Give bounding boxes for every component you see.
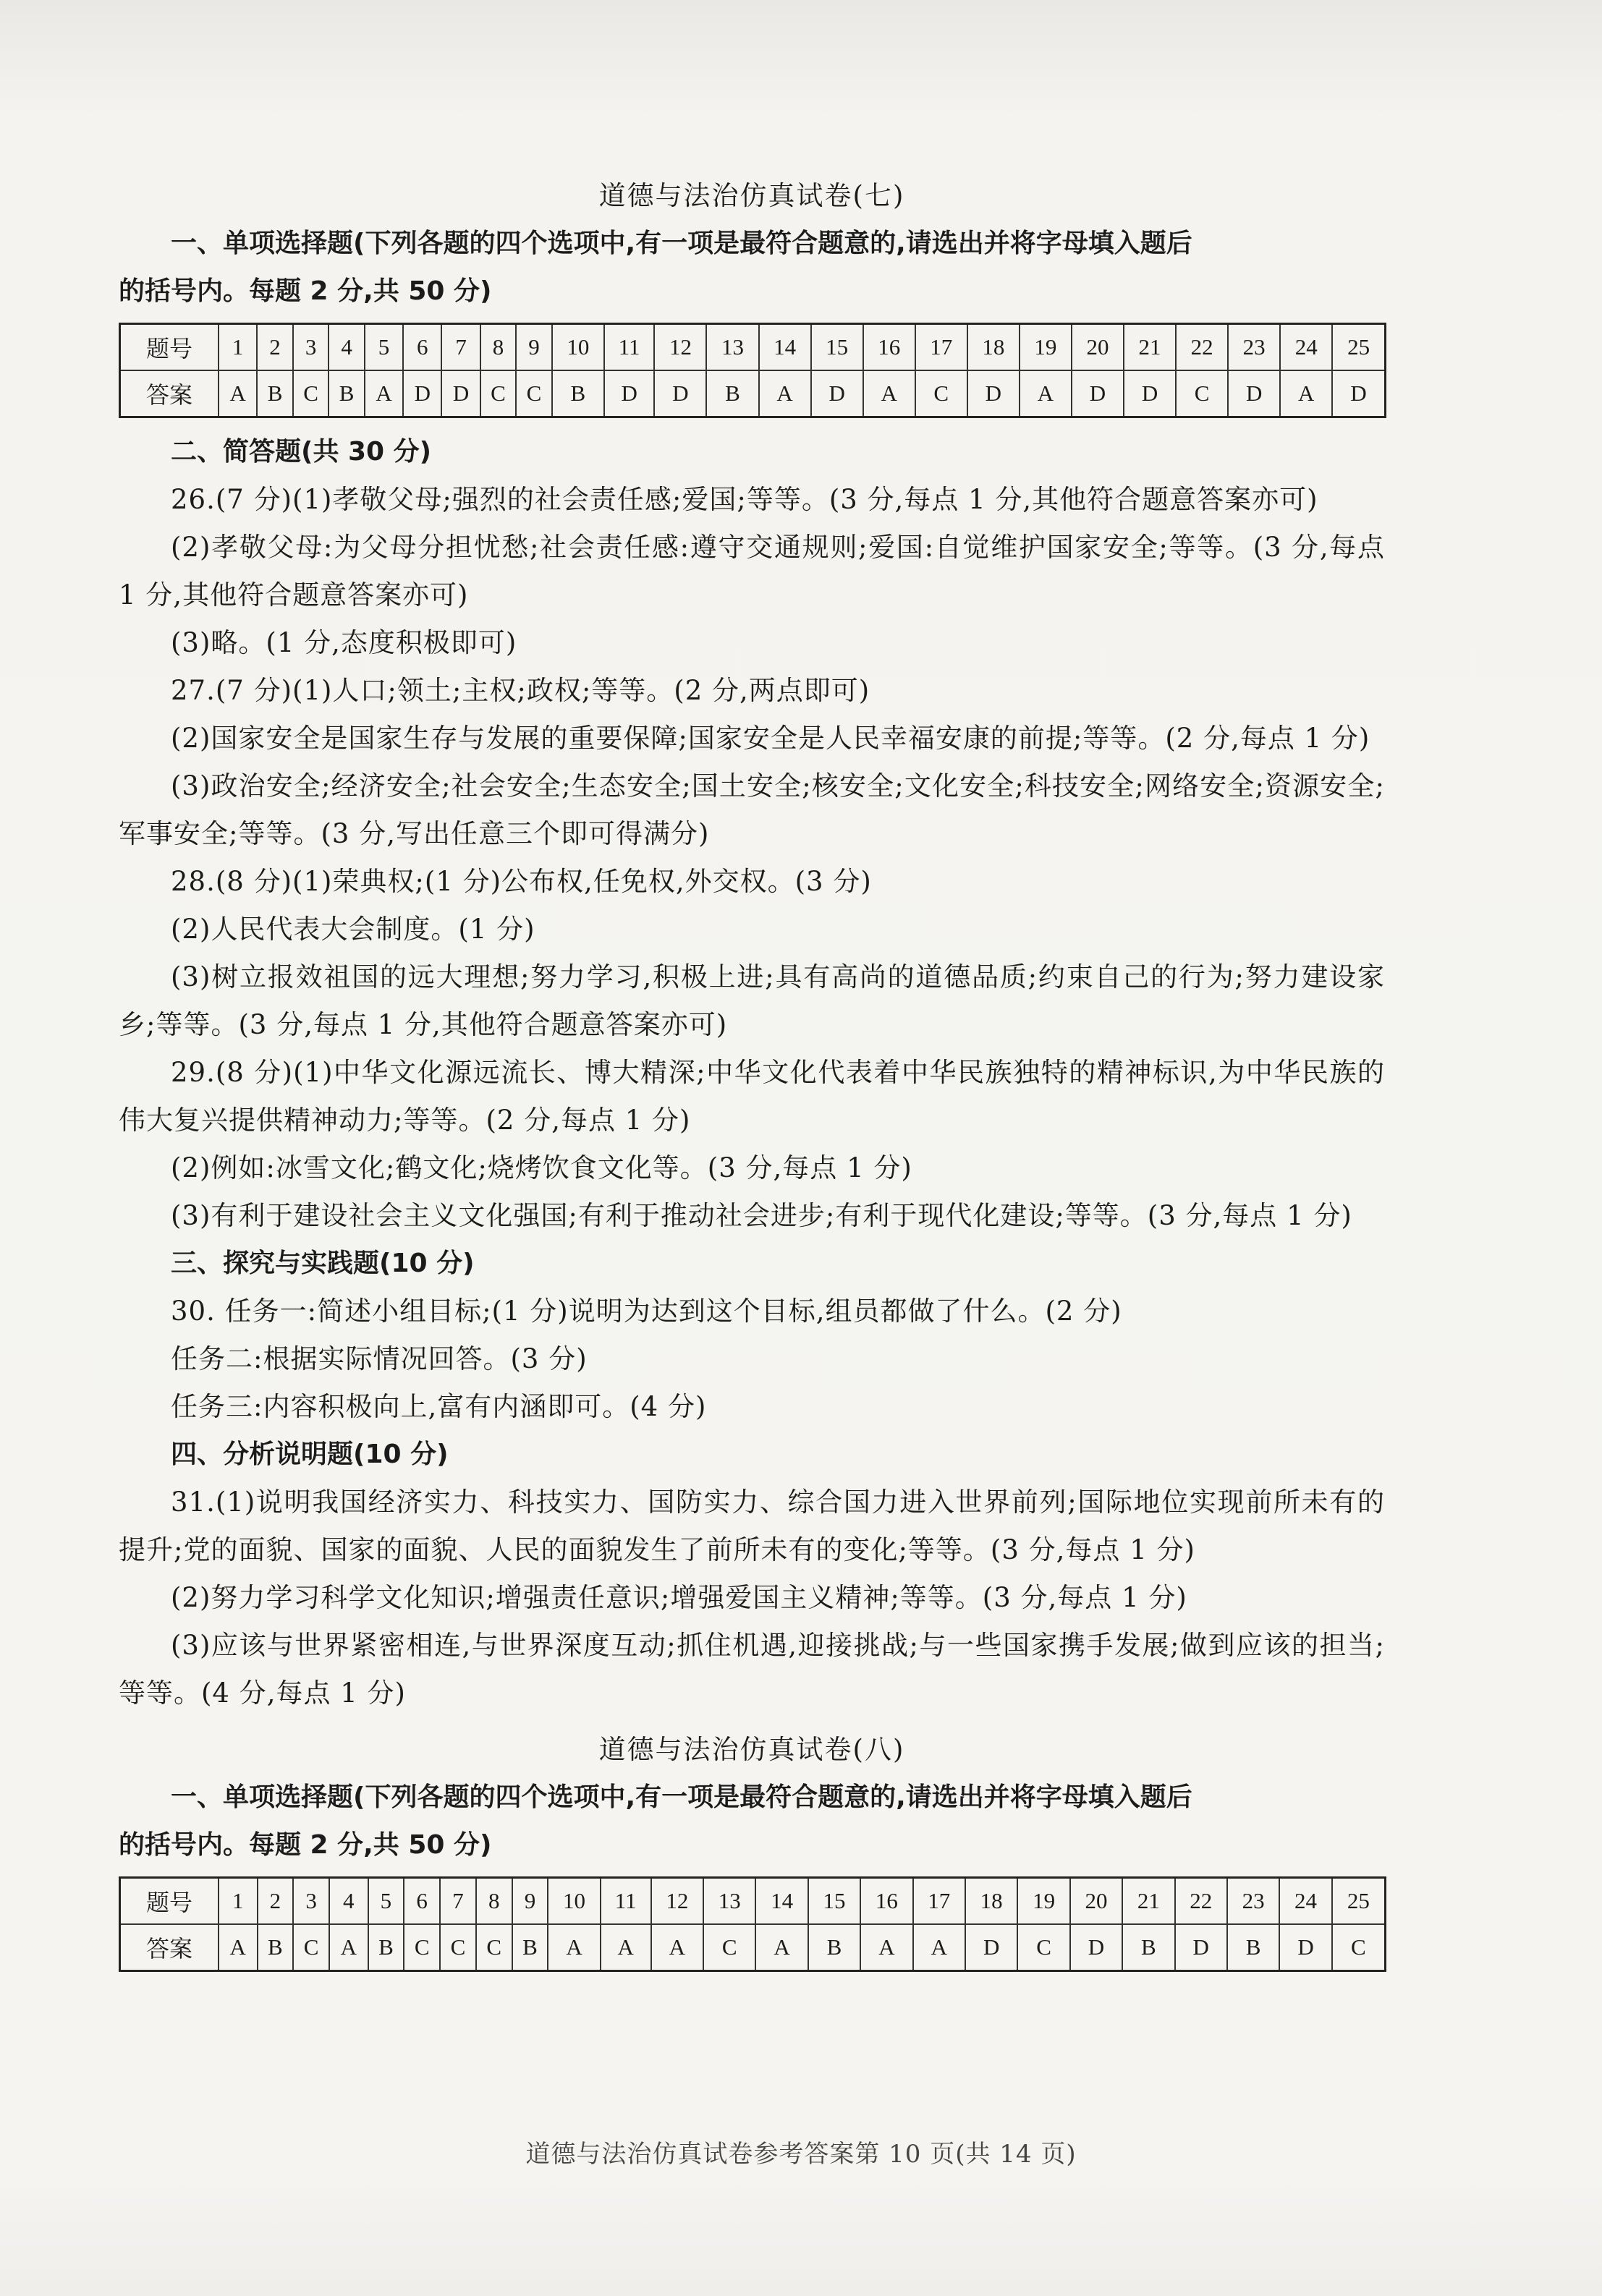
q-number: 7 [441, 324, 480, 371]
answer-cell: C [480, 370, 517, 417]
q-number: 6 [403, 324, 441, 371]
exam7-title: 道德与法治仿真试卷(七) [598, 180, 905, 211]
q27-answer-1: 27.(7 分)(1)人口;领土;主权;政权;等等。(2 分,两点即可) [171, 675, 870, 706]
answer-cell: C [293, 370, 329, 417]
exam7-part1-heading-cont: 的括号内。每题 2 分,共 50 分) [119, 276, 492, 306]
q-number: 21 [1122, 1878, 1174, 1925]
page-footer: 道德与法治仿真试卷参考答案第 10 页(共 14 页) [525, 2140, 1077, 2169]
exam8-answer-table [119, 1876, 1386, 1972]
answer-cell: B [368, 1924, 404, 1971]
answer-cell: A [219, 1924, 258, 1971]
q26-answer-2: (2)孝敬父母:为父母分担忧愁;社会责任感:遵守交通规则;爱国:自觉维护国家安全;等等。(3 分,每点 1 分,其他符合题意答案亦可) [119, 532, 1385, 611]
q-number: 17 [915, 324, 967, 371]
q-number: 8 [480, 324, 517, 371]
exam7-part4-heading: 四、分析说明题(10 分) [171, 1440, 449, 1469]
q-number: 15 [811, 324, 863, 371]
q29-answer-2: (2)例如:冰雪文化;鹤文化;烧烤饮食文化等。(3 分,每点 1 分) [171, 1152, 912, 1183]
q27-answer-2: (2)国家安全是国家生存与发展的重要保障;国家安全是人民幸福安康的前提;等等。(2 分,每点 1 分) [171, 723, 1370, 754]
answer-cell: D [604, 370, 655, 417]
q-number: 9 [516, 324, 552, 371]
q31-answer-2: (2)努力学习科学文化知识;增强责任意识;增强爱国主义精神;等等。(3 分,每点 1 分) [171, 1582, 1187, 1613]
q-number: 5 [368, 1878, 404, 1925]
q-number: 14 [755, 1878, 808, 1925]
q-number: 2 [257, 324, 293, 371]
q-number: 4 [329, 1878, 368, 1925]
answer-cell: A [365, 370, 403, 417]
row-label: 答案 [120, 370, 219, 417]
q-number: 15 [808, 1878, 860, 1925]
exam8-part1-heading-cont: 的括号内。每题 2 分,共 50 分) [119, 1830, 492, 1860]
answer-cell: D [967, 370, 1020, 417]
q-number: 11 [604, 324, 655, 371]
q30-answer-1: 30. 任务一:简述小组目标;(1 分)说明为达到这个目标,组员都做了什么。(2 分) [171, 1296, 1122, 1327]
row-label: 答案 [120, 1924, 219, 1971]
q-number: 20 [1070, 1878, 1122, 1925]
table-row [120, 1924, 1386, 1971]
page-content [119, 163, 1385, 1982]
q-number: 10 [548, 1878, 600, 1925]
answer-cell: B [512, 1924, 548, 1971]
q-number: 1 [219, 1878, 258, 1925]
q30-answer-2: 任务二:根据实际情况回答。(3 分) [171, 1343, 588, 1374]
q-number: 5 [365, 324, 403, 371]
q29-answer-3: (3)有利于建设社会主义文化强国;有利于推动社会进步;有利于现代化建设;等等。(3 分,每点 1 分) [171, 1200, 1352, 1231]
q28-answer-2: (2)人民代表大会制度。(1 分) [171, 914, 535, 945]
q-number: 18 [967, 324, 1020, 371]
answer-cell: A [1280, 370, 1332, 417]
answer-cell: C [1017, 1924, 1069, 1971]
answer-cell: A [863, 370, 915, 417]
answer-cell: C [476, 1924, 512, 1971]
answer-cell: A [219, 370, 257, 417]
answer-cell: D [811, 370, 863, 417]
answer-cell: D [1070, 1924, 1122, 1971]
q-number: 6 [404, 1878, 440, 1925]
answer-cell: B [1122, 1924, 1174, 1971]
q-number: 13 [706, 324, 758, 371]
answer-cell: D [965, 1924, 1017, 1971]
answer-cell: A [860, 1924, 912, 1971]
q-number: 19 [1017, 1878, 1069, 1925]
answer-cell: A [548, 1924, 600, 1971]
q-number: 2 [258, 1878, 294, 1925]
q-number: 13 [703, 1878, 755, 1925]
exam7-answer-table [119, 323, 1386, 418]
table-row [120, 324, 1386, 371]
q26-answer-1: 26.(7 分)(1)孝敬父母;强烈的社会责任感;爱国;等等。(3 分,每点 1 分,其他符合题意答案亦可) [171, 484, 1318, 515]
q28-answer-1: 28.(8 分)(1)荣典权;(1 分)公布权,任免权,外交权。(3 分) [171, 866, 872, 897]
q-number: 23 [1227, 1878, 1279, 1925]
q-number: 14 [759, 324, 811, 371]
answer-cell: B [329, 370, 365, 417]
answer-cell: C [516, 370, 552, 417]
row-label: 题号 [120, 1878, 219, 1925]
q-number: 22 [1176, 324, 1228, 371]
q-number: 19 [1020, 324, 1072, 371]
answer-cell: A [755, 1924, 808, 1971]
answer-cell: D [1124, 370, 1176, 417]
q31-answer-1: 31.(1)说明我国经济实力、科技实力、国防实力、综合国力进入世界前列;国际地位实现前所未有的提升;党的面貌、国家的面貌、人民的面貌发生了前所未有的变化;等等。(3 分,每点 1 分) [119, 1487, 1385, 1565]
q26-answer-3: (3)略。(1 分,态度积极即可) [171, 627, 517, 658]
exam8-title: 道德与法治仿真试卷(八) [598, 1734, 905, 1765]
q-number: 22 [1175, 1878, 1227, 1925]
q29-answer-1: 29.(8 分)(1)中华文化源远流长、博大精深;中华文化代表着中华民族独特的精神标识,为中华民族的伟大复兴提供精神动力;等等。(2 分,每点 1 分) [119, 1057, 1385, 1136]
q-number: 25 [1332, 1878, 1386, 1925]
answer-cell: C [293, 1924, 329, 1971]
answer-cell: C [703, 1924, 755, 1971]
exam7-part1-heading: 一、单项选择题(下列各题的四个选项中,有一项是最符合题意的,请选出并将字母填入题后 [171, 229, 1192, 258]
row-label: 题号 [120, 324, 219, 371]
exam8-part1-heading: 一、单项选择题(下列各题的四个选项中,有一项是最符合题意的,请选出并将字母填入题后 [171, 1782, 1192, 1812]
q28-answer-3: (3)树立报效祖国的远大理想;努力学习,积极上进;具有高尚的道德品质;约束自己的行为;努力建设家乡;等等。(3 分,每点 1 分,其他符合题意答案亦可) [119, 961, 1385, 1040]
answer-cell: C [1332, 1924, 1386, 1971]
exam7-part3-heading: 三、探究与实践题(10 分) [171, 1249, 475, 1278]
q-number: 1 [219, 324, 257, 371]
answer-cell: B [552, 370, 604, 417]
q-number: 17 [913, 1878, 965, 1925]
answer-cell: B [257, 370, 293, 417]
answer-cell: D [1279, 1924, 1331, 1971]
answer-cell: D [441, 370, 480, 417]
q30-answer-3: 任务三:内容积极向上,富有内涵即可。(4 分) [171, 1391, 707, 1422]
answer-cell: A [913, 1924, 965, 1971]
q-number: 3 [293, 324, 329, 371]
answer-cell: D [654, 370, 706, 417]
answer-cell: B [258, 1924, 294, 1971]
q-number: 16 [863, 324, 915, 371]
answer-cell: C [915, 370, 967, 417]
table-row [120, 370, 1386, 417]
q-number: 23 [1228, 324, 1280, 371]
answer-cell: A [1020, 370, 1072, 417]
q-number: 18 [965, 1878, 1017, 1925]
answer-cell: C [1176, 370, 1228, 417]
answer-cell: D [1175, 1924, 1227, 1971]
answer-cell: A [759, 370, 811, 417]
answer-cell: B [1227, 1924, 1279, 1971]
exam7-part2-heading: 二、简答题(共 30 分) [171, 437, 432, 467]
q-number: 4 [329, 324, 365, 371]
q-number: 16 [860, 1878, 912, 1925]
q-number: 24 [1280, 324, 1332, 371]
q-number: 20 [1072, 324, 1124, 371]
q-number: 12 [654, 324, 706, 371]
answer-cell: D [403, 370, 441, 417]
q31-answer-3: (3)应该与世界紧密相连,与世界深度互动;抓住机遇,迎接挑战;与一些国家携手发展;做到应该的担当;等等。(4 分,每点 1 分) [119, 1630, 1385, 1709]
q-number: 9 [512, 1878, 548, 1925]
answer-cell: A [601, 1924, 651, 1971]
answer-cell: B [706, 370, 758, 417]
answer-cell: A [651, 1924, 703, 1971]
q-number: 11 [601, 1878, 651, 1925]
q27-answer-3: (3)政治安全;经济安全;社会安全;生态安全;国土安全;核安全;文化安全;科技安全;网络安全;资源安全;军事安全;等等。(3 分,写出任意三个即可得满分) [119, 770, 1385, 849]
table-row [120, 1878, 1386, 1925]
q-number: 7 [440, 1878, 476, 1925]
q-number: 10 [552, 324, 604, 371]
q-number: 8 [476, 1878, 512, 1925]
q-number: 25 [1332, 324, 1385, 371]
answer-cell: D [1228, 370, 1280, 417]
answer-cell: A [329, 1924, 368, 1971]
answer-cell: C [404, 1924, 440, 1971]
q-number: 21 [1124, 324, 1176, 371]
answer-cell: B [808, 1924, 860, 1971]
q-number: 12 [651, 1878, 703, 1925]
q-number: 3 [293, 1878, 329, 1925]
answer-cell: D [1072, 370, 1124, 417]
answer-cell: D [1332, 370, 1385, 417]
answer-cell: C [440, 1924, 476, 1971]
q-number: 24 [1279, 1878, 1331, 1925]
